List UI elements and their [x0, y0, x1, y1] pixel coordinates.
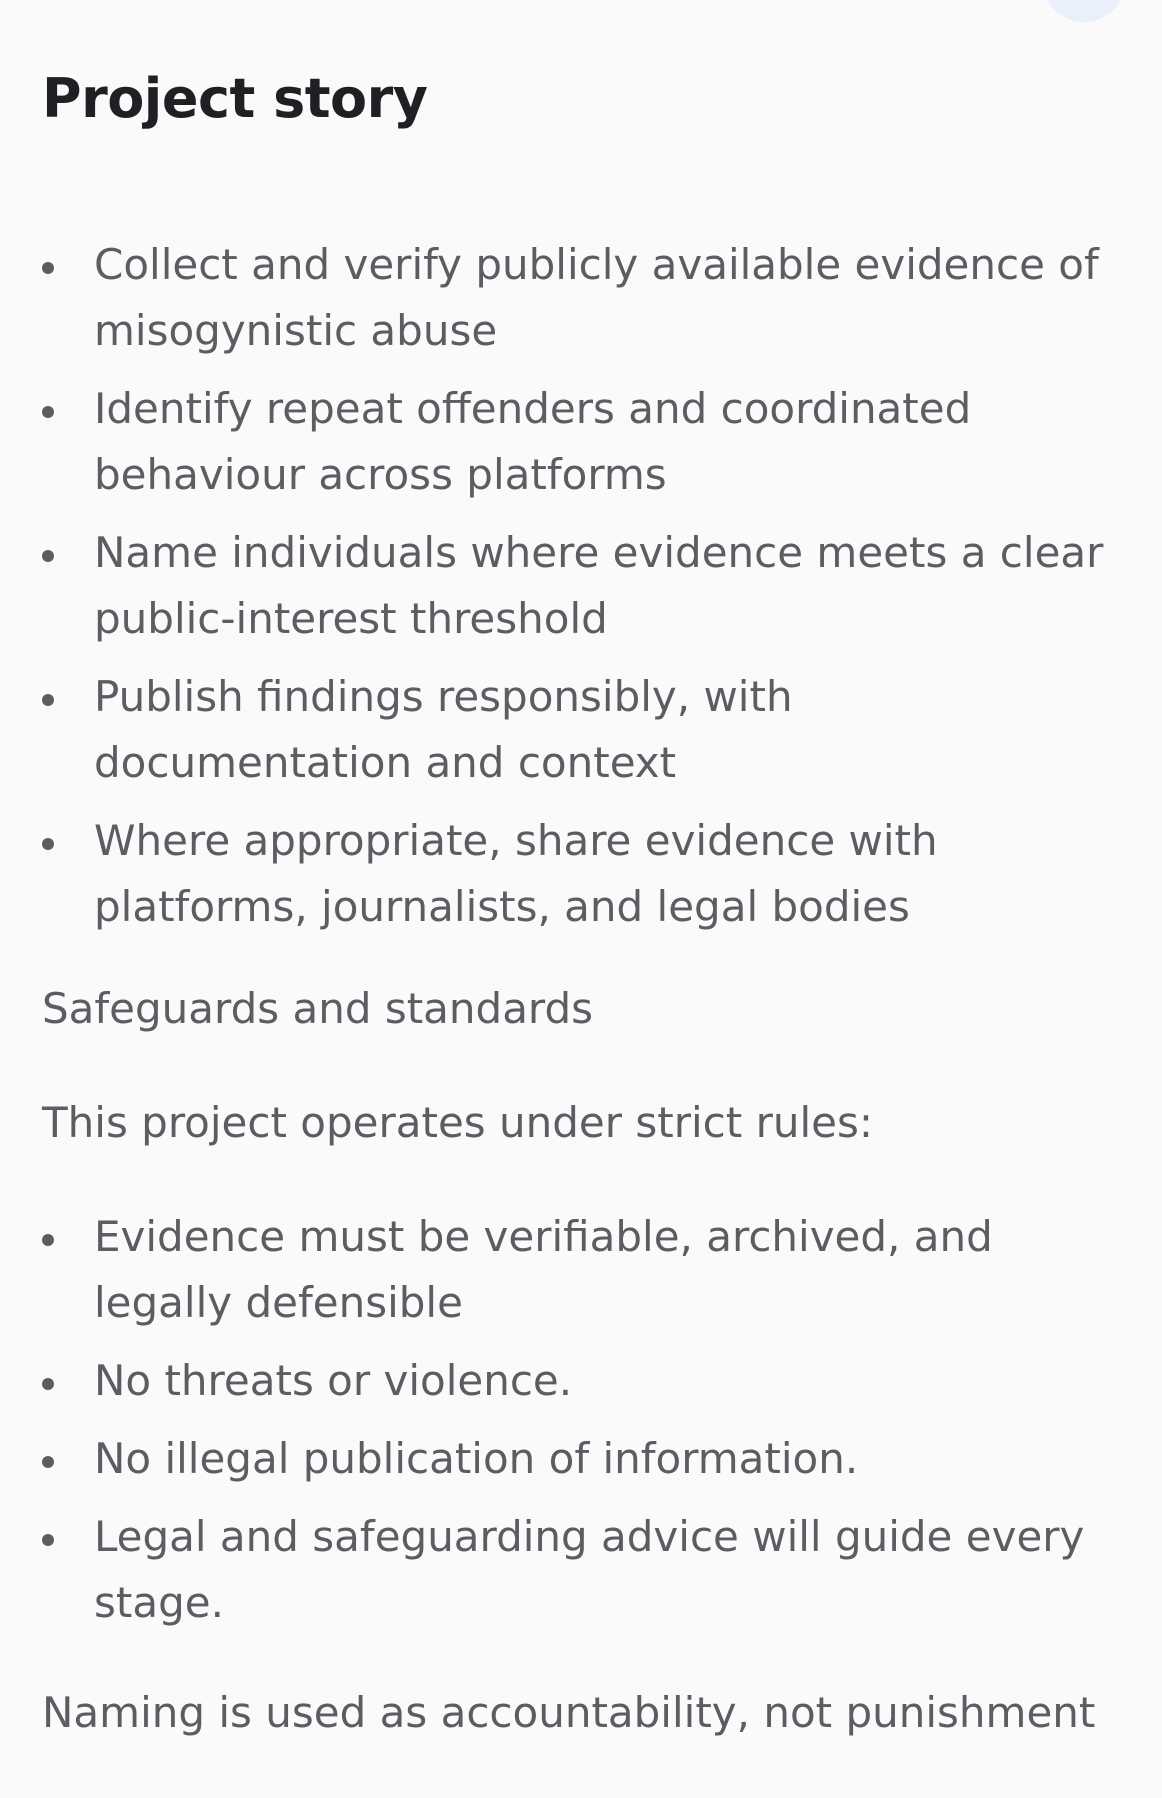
list-item: No illegal publication of information.	[42, 1426, 1122, 1492]
corner-action-button[interactable]	[1042, 0, 1126, 22]
list-item: Publish findings responsibly, with documentation and context	[42, 664, 1122, 796]
page-title: Project story	[42, 67, 428, 130]
list-item: Identify repeat offenders and coordinated behaviour across platforms	[42, 376, 1122, 508]
rules-intro: This project operates under strict rules:	[42, 1098, 874, 1147]
safeguards-heading: Safeguards and standards	[42, 984, 594, 1033]
rules-list	[42, 1204, 1122, 1636]
list-item: Legal and safeguarding advice will guide every stage.	[42, 1504, 1122, 1636]
list-item: Evidence must be verifiable, archived, and legally defensible	[42, 1204, 1122, 1336]
list-item: Collect and verify publicly available evidence of misogynistic abuse	[42, 232, 1122, 364]
list-item: Where appropriate, share evidence with platforms, journalists, and legal bodies	[42, 808, 1122, 940]
list-item: Name individuals where evidence meets a clear public-interest threshold	[42, 520, 1122, 652]
list-item: No threats or violence.	[42, 1348, 1122, 1414]
aims-list	[42, 232, 1122, 940]
project-story-section	[42, 56, 1122, 1746]
closing-paragraph: Naming is used as accountability, not punishment	[42, 1688, 1096, 1737]
